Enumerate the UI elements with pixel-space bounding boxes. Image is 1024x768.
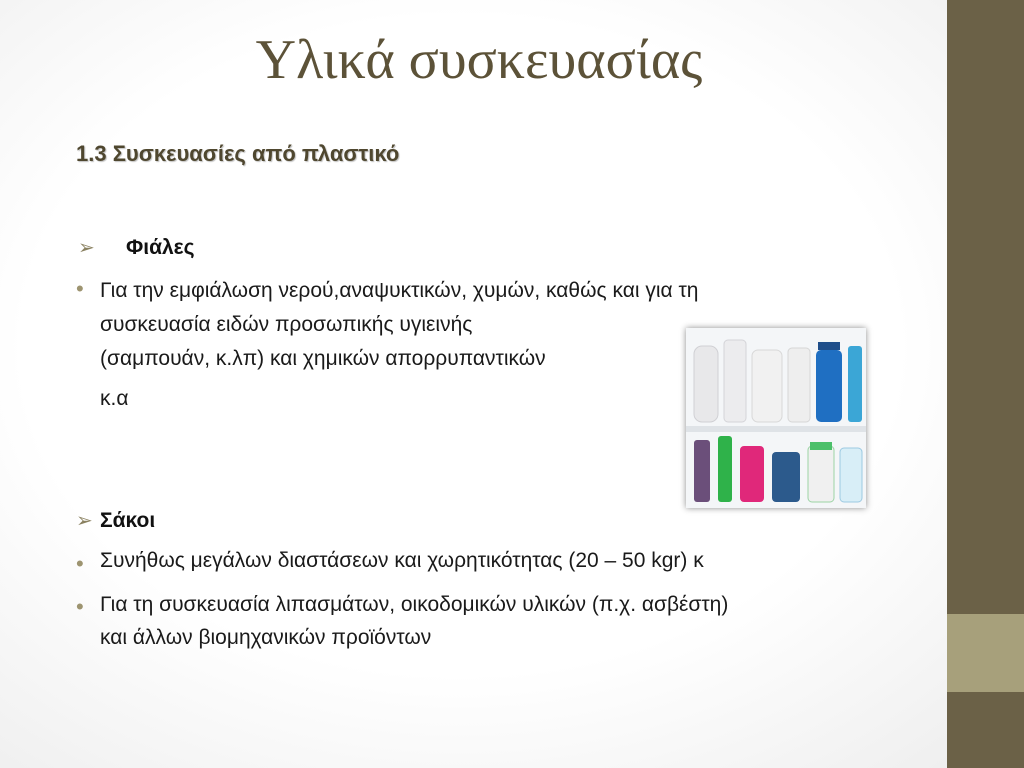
bags-text-2-line-2: και άλλων βιομηχανικών προϊόντων xyxy=(100,626,432,649)
bottles-text-line-4: κ.α xyxy=(100,387,129,410)
bags-text-2-line-1: Για τη συσκευασία λιπασμάτων, οικοδομικών υλικών (π.χ. ασβέστη) xyxy=(100,593,729,616)
dot-bullet-icon: • xyxy=(76,594,84,619)
bags-heading: Σάκοι xyxy=(100,509,156,532)
dot-bullet-icon: • xyxy=(76,551,84,576)
slide-title: Υλικά συσκευασίας xyxy=(255,29,703,91)
bottles-heading: Φιάλες xyxy=(126,236,195,259)
plastic-bottles-image xyxy=(686,328,866,508)
bottles-text-line-3: (σαμπουάν, κ.λπ) και χημικών απορρυπαντικών xyxy=(100,347,546,370)
arrow-bullet-icon: ➢ xyxy=(78,237,95,259)
arrow-bullet-icon: ➢ xyxy=(76,510,93,532)
bottles-text-line-1: Για την εμφιάλωση νερού,αναψυκτικών, χυμών, καθώς και για τη xyxy=(100,279,699,302)
bottles-illustration xyxy=(686,328,866,508)
dot-bullet-icon: • xyxy=(76,276,84,301)
bottles-text-line-2: συσκευασία ειδών προσωπικής υγιεινής xyxy=(100,313,473,336)
bags-text-1: Συνήθως μεγάλων διαστάσεων και χωρητικότητας (20 – 50 kgr) κ xyxy=(100,549,704,572)
side-accent-block xyxy=(947,614,1024,692)
slide-subtitle: 1.3 Συσκευασίες από πλαστικό xyxy=(76,141,400,166)
